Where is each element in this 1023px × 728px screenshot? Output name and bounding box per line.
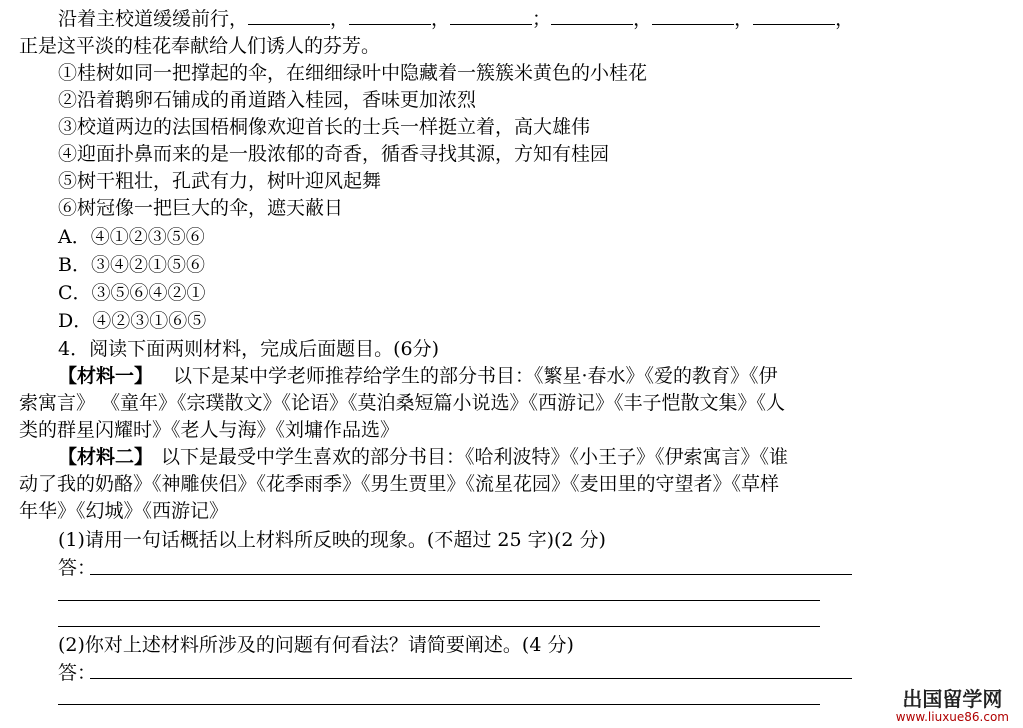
q3-option-a: A．④①②③⑤⑥ [58, 226, 205, 248]
q3-blank-2 [349, 6, 431, 25]
q3-sep-3: ； [532, 8, 552, 30]
site-watermark [896, 688, 1009, 724]
watermark-site-url: www.liuxue86.com [895, 710, 1009, 724]
q4-sub1-answer-line-1 [90, 574, 852, 575]
q4-material1-line2: 索寓言》 《童年》《宗璞散文》《论语》《莫泊桑短篇小说选》《西游记》《丰子恺散文集》《人 [19, 392, 786, 414]
q4-sub1-prompt: (1)请用一句话概括以上材料所反映的现象。(不超过 25 字)(2 分) [58, 529, 606, 551]
q4-sub2-answer-label: 答： [58, 662, 97, 684]
q4-material1-label: 【材料一】 [58, 365, 154, 387]
q3-sep-1: ， [330, 8, 350, 30]
q3-stem-line2: 正是这平淡的桂花奉献给人们诱人的芬芳。 [19, 35, 381, 57]
q3-blank-4 [551, 6, 633, 25]
q3-sentence-4: ④迎面扑鼻而来的是一股浓郁的奇香，循香寻找其源，方知有桂园 [58, 143, 610, 165]
q4-material2-line3: 年华》《幻城》《西游记》 [19, 500, 229, 522]
q4-material2-line2: 动了我的奶酪》《神雕侠侣》《花季雨季》《男生贾里》《流星花园》《麦田里的守望者》《草样 [19, 473, 780, 495]
q3-sep-2: ， [431, 8, 451, 30]
q4-sub2-prompt: (2)你对上述材料所涉及的问题有何看法？请简要阐述。(4 分) [58, 634, 574, 656]
q3-sep-5: ， [734, 8, 754, 30]
q4-material1-text1: 以下是某中学老师推荐给学生的部分书目：《繁星·春水》《爱的教育》《伊 [173, 365, 778, 387]
q4-material2-label: 【材料二】 [58, 446, 154, 468]
q4-title: 4．阅读下面两则材料，完成后面题目。(6分) [58, 338, 440, 360]
q3-sep-4: ， [633, 8, 653, 30]
q3-sentence-3: ③校道两边的法国梧桐像欢迎首长的士兵一样挺立着，高大雄伟 [58, 116, 591, 138]
q4-sub1-answer-line-3 [58, 626, 820, 627]
q3-sentence-2: ②沿着鹅卵石铺成的甬道踏入桂园，香味更加浓烈 [58, 89, 477, 111]
q3-sentence-6: ⑥树冠像一把巨大的伞，遮天蔽日 [58, 197, 344, 219]
q3-stem-tail: ， [835, 8, 855, 30]
q4-sub1-answer-line-2 [58, 600, 820, 601]
q3-sentence-1: ①桂树如同一把撑起的伞，在细细绿叶中隐藏着一簇簇米黄色的小桂花 [58, 62, 648, 84]
q3-stem-part1: 沿着主校道缓缓前行， [58, 8, 249, 30]
q3-blank-3 [450, 6, 532, 25]
q4-sub2-answer-line-1 [90, 678, 852, 679]
q3-blank-5 [652, 6, 734, 25]
q4-material1-line3: 类的群星闪耀时》《老人与海》《刘墉作品选》 [19, 419, 400, 441]
q4-sub2-answer-line-2 [58, 704, 820, 705]
q4-sub1-answer-label: 答： [58, 557, 97, 579]
q3-blank-6 [753, 6, 835, 25]
q4-material1-line1 [58, 363, 778, 389]
q4-material2-text1: 以下是最受中学生喜欢的部分书目：《哈利波特》《小王子》《伊索寓言》《谁 [161, 446, 789, 468]
q3-blank-1 [248, 6, 330, 25]
q3-sentence-5: ⑤树干粗壮，孔武有力，树叶迎风起舞 [58, 170, 382, 192]
q3-option-b: B．③④②①⑤⑥ [58, 254, 205, 276]
q3-stem-line1 [58, 6, 854, 32]
q4-material2-line1 [58, 444, 788, 470]
q3-option-d: D．④②③①⑥⑤ [58, 310, 207, 332]
q3-option-c: C．③⑤⑥④②① [58, 282, 206, 304]
watermark-site-name: 出国留学网 [902, 687, 1003, 711]
